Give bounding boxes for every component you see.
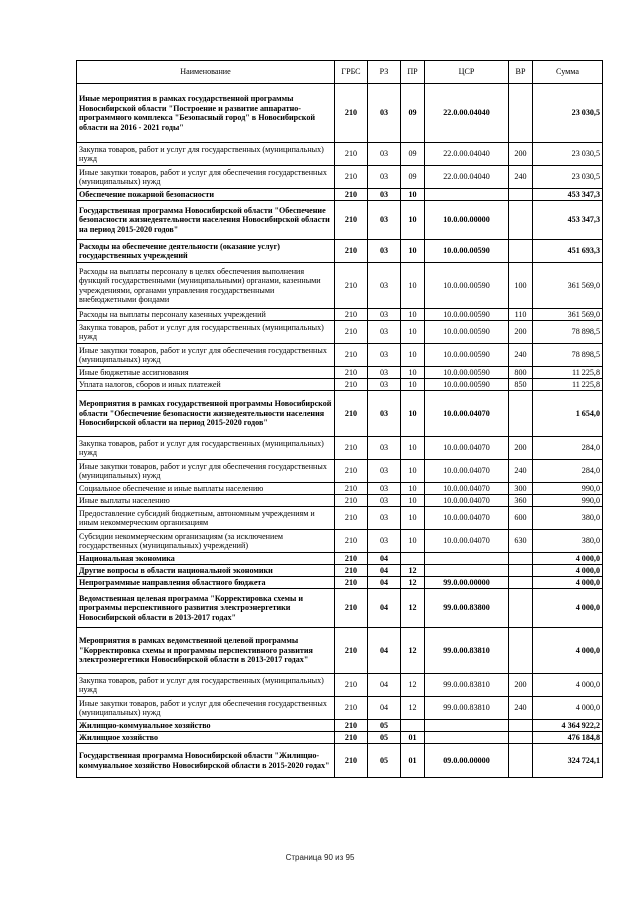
cell-vr: 240 <box>509 460 533 483</box>
table-row <box>77 507 603 530</box>
budget-table <box>76 60 603 778</box>
cell-sum: 284,0 <box>533 437 603 460</box>
cell-grbs: 210 <box>335 732 368 744</box>
cell-sum: 1 654,0 <box>533 391 603 437</box>
cell-rz: 03 <box>368 166 401 189</box>
cell-vr <box>509 732 533 744</box>
cell-vr: 240 <box>509 344 533 367</box>
cell-rz: 03 <box>368 201 401 240</box>
cell-csr: 10.0.00.00590 <box>425 321 509 344</box>
header-csr: ЦСР <box>425 61 509 84</box>
cell-name: Предоставление субсидий бюджетным, автономным учреждениям и иным некоммерческим организациям <box>77 507 335 530</box>
table-row <box>77 201 603 240</box>
header-sum: Сумма <box>533 61 603 84</box>
table-row <box>77 240 603 263</box>
cell-pr: 10 <box>401 530 425 553</box>
cell-grbs: 210 <box>335 143 368 166</box>
cell-rz: 03 <box>368 143 401 166</box>
cell-csr: 10.0.00.04070 <box>425 391 509 437</box>
cell-grbs: 210 <box>335 189 368 201</box>
cell-pr: 09 <box>401 143 425 166</box>
cell-sum: 361 569,0 <box>533 263 603 309</box>
cell-name: Иные закупки товаров, работ и услуг для обеспечения государственных (муниципальных) нужд <box>77 344 335 367</box>
cell-vr: 240 <box>509 166 533 189</box>
cell-vr: 240 <box>509 697 533 720</box>
cell-sum: 11 225,8 <box>533 367 603 379</box>
cell-name: Иные закупки товаров, работ и услуг для обеспечения государственных (муниципальных) нужд <box>77 166 335 189</box>
cell-csr: 10.0.00.00590 <box>425 367 509 379</box>
header-name: Наименование <box>77 61 335 84</box>
cell-vr: 800 <box>509 367 533 379</box>
cell-rz: 03 <box>368 379 401 391</box>
cell-sum: 4 000,0 <box>533 589 603 628</box>
cell-vr: 600 <box>509 507 533 530</box>
cell-grbs: 210 <box>335 263 368 309</box>
cell-name: Закупка товаров, работ и услуг для государственных (муниципальных) нужд <box>77 321 335 344</box>
cell-rz: 03 <box>368 309 401 321</box>
cell-csr: 10.0.00.04070 <box>425 507 509 530</box>
cell-vr <box>509 577 533 589</box>
cell-sum: 78 898,5 <box>533 321 603 344</box>
cell-vr: 300 <box>509 483 533 495</box>
cell-sum: 284,0 <box>533 460 603 483</box>
cell-rz: 03 <box>368 483 401 495</box>
cell-name: Иные закупки товаров, работ и услуг для обеспечения государственных (муниципальных) нужд <box>77 697 335 720</box>
cell-vr <box>509 391 533 437</box>
cell-pr: 10 <box>401 367 425 379</box>
cell-vr <box>509 201 533 240</box>
cell-name: Другие вопросы в области национальной экономики <box>77 565 335 577</box>
cell-grbs: 210 <box>335 240 368 263</box>
cell-pr: 10 <box>401 495 425 507</box>
table-row <box>77 628 603 674</box>
cell-sum: 23 030,5 <box>533 166 603 189</box>
cell-name: Обеспечение пожарной безопасности <box>77 189 335 201</box>
cell-sum: 380,0 <box>533 507 603 530</box>
table-row <box>77 530 603 553</box>
table-row <box>77 460 603 483</box>
cell-vr: 200 <box>509 437 533 460</box>
cell-rz: 04 <box>368 577 401 589</box>
cell-rz: 03 <box>368 189 401 201</box>
cell-rz: 05 <box>368 720 401 732</box>
cell-sum: 990,0 <box>533 483 603 495</box>
cell-sum: 990,0 <box>533 495 603 507</box>
table-row <box>77 84 603 143</box>
cell-vr <box>509 744 533 778</box>
cell-sum: 4 364 922,2 <box>533 720 603 732</box>
cell-name: Непрограммные направления областного бюджета <box>77 577 335 589</box>
cell-name: Мероприятия в рамках государственной программы Новосибирской области "Обеспечение безопасности жизнедеятельности населения Новосибирской области на период 2015-2020 годов" <box>77 391 335 437</box>
header-grbs: ГРБС <box>335 61 368 84</box>
table-row <box>77 437 603 460</box>
cell-rz: 04 <box>368 674 401 697</box>
cell-pr: 10 <box>401 437 425 460</box>
cell-name: Расходы на выплаты персоналу казенных учреждений <box>77 309 335 321</box>
cell-rz: 03 <box>368 367 401 379</box>
table-row <box>77 697 603 720</box>
cell-vr <box>509 240 533 263</box>
cell-sum: 4 000,0 <box>533 577 603 589</box>
header-pr: ПР <box>401 61 425 84</box>
cell-vr: 200 <box>509 674 533 697</box>
cell-name: Жилищно-коммунальное хозяйство <box>77 720 335 732</box>
cell-sum: 4 000,0 <box>533 674 603 697</box>
cell-name: Расходы на обеспечение деятельности (оказание услуг) государственных учреждений <box>77 240 335 263</box>
table-row <box>77 565 603 577</box>
cell-grbs: 210 <box>335 720 368 732</box>
cell-pr: 10 <box>401 201 425 240</box>
cell-grbs: 210 <box>335 321 368 344</box>
cell-grbs: 210 <box>335 379 368 391</box>
cell-vr <box>509 628 533 674</box>
header-rz: РЗ <box>368 61 401 84</box>
page-footer: Страница 90 из 95 <box>285 853 355 862</box>
cell-grbs: 210 <box>335 530 368 553</box>
cell-sum: 11 225,8 <box>533 379 603 391</box>
cell-rz: 03 <box>368 240 401 263</box>
cell-csr: 99.0.00.83810 <box>425 697 509 720</box>
cell-vr <box>509 553 533 565</box>
cell-grbs: 210 <box>335 391 368 437</box>
table-row <box>77 143 603 166</box>
cell-name: Иные закупки товаров, работ и услуг для обеспечения государственных (муниципальных) нужд <box>77 460 335 483</box>
cell-vr: 360 <box>509 495 533 507</box>
cell-csr: 10.0.00.04070 <box>425 483 509 495</box>
table-row <box>77 309 603 321</box>
cell-csr <box>425 553 509 565</box>
cell-grbs: 210 <box>335 553 368 565</box>
cell-csr: 22.0.00.04040 <box>425 84 509 143</box>
cell-vr <box>509 589 533 628</box>
table-row <box>77 744 603 778</box>
cell-csr: 10.0.00.00590 <box>425 379 509 391</box>
cell-pr: 10 <box>401 507 425 530</box>
cell-csr: 99.0.00.83800 <box>425 589 509 628</box>
cell-name: Жилищное хозяйство <box>77 732 335 744</box>
cell-pr: 10 <box>401 263 425 309</box>
cell-pr: 01 <box>401 744 425 778</box>
cell-rz: 03 <box>368 460 401 483</box>
cell-name: Национальная экономика <box>77 553 335 565</box>
table-row <box>77 674 603 697</box>
cell-vr: 630 <box>509 530 533 553</box>
cell-csr: 22.0.00.04040 <box>425 166 509 189</box>
cell-name: Иные бюджетные ассигнования <box>77 367 335 379</box>
cell-grbs: 210 <box>335 697 368 720</box>
cell-vr: 110 <box>509 309 533 321</box>
cell-grbs: 210 <box>335 577 368 589</box>
cell-grbs: 210 <box>335 628 368 674</box>
cell-pr: 10 <box>401 189 425 201</box>
cell-rz: 03 <box>368 344 401 367</box>
cell-sum: 23 030,5 <box>533 84 603 143</box>
table-row <box>77 577 603 589</box>
cell-rz: 05 <box>368 732 401 744</box>
table-row <box>77 344 603 367</box>
cell-name: Мероприятия в рамках ведомственной целевой программы "Корректировка схемы и программы перспективного развития электроэнергетики Новосибирской области в 2013-2017 годах" <box>77 628 335 674</box>
cell-grbs: 210 <box>335 744 368 778</box>
cell-rz: 03 <box>368 321 401 344</box>
cell-pr: 12 <box>401 697 425 720</box>
cell-grbs: 210 <box>335 367 368 379</box>
cell-rz: 03 <box>368 530 401 553</box>
cell-sum: 453 347,3 <box>533 201 603 240</box>
cell-vr: 200 <box>509 321 533 344</box>
cell-rz: 04 <box>368 565 401 577</box>
cell-name: Закупка товаров, работ и услуг для государственных (муниципальных) нужд <box>77 437 335 460</box>
table-row <box>77 553 603 565</box>
cell-vr: 200 <box>509 143 533 166</box>
cell-pr: 12 <box>401 628 425 674</box>
cell-sum: 4 000,0 <box>533 697 603 720</box>
cell-grbs: 210 <box>335 674 368 697</box>
table-row <box>77 720 603 732</box>
table-row <box>77 263 603 309</box>
cell-pr: 10 <box>401 240 425 263</box>
cell-pr: 01 <box>401 732 425 744</box>
table-row <box>77 732 603 744</box>
cell-sum: 4 000,0 <box>533 628 603 674</box>
table-row <box>77 166 603 189</box>
cell-csr <box>425 189 509 201</box>
cell-name: Субсидии некоммерческим организациям (за исключением государственных (муниципальных) учреждений) <box>77 530 335 553</box>
table-row <box>77 483 603 495</box>
cell-csr: 10.0.00.04070 <box>425 437 509 460</box>
cell-pr: 10 <box>401 391 425 437</box>
cell-pr: 12 <box>401 674 425 697</box>
cell-csr: 10.0.00.04070 <box>425 495 509 507</box>
cell-vr <box>509 720 533 732</box>
table-row <box>77 189 603 201</box>
cell-rz: 03 <box>368 507 401 530</box>
cell-name: Иные выплаты населению <box>77 495 335 507</box>
cell-name: Государственная программа Новосибирской области "Жилищно-коммунальное хозяйство Новосибирской области в 2015-2020 годах" <box>77 744 335 778</box>
cell-csr <box>425 565 509 577</box>
cell-rz: 04 <box>368 553 401 565</box>
table-row <box>77 589 603 628</box>
cell-name: Ведомственная целевая программа "Корректировка схемы и программы перспективного развития электроэнергетики Новосибирской области в 2013-2017 годах" <box>77 589 335 628</box>
cell-pr: 12 <box>401 589 425 628</box>
cell-grbs: 210 <box>335 483 368 495</box>
cell-csr: 10.0.00.00590 <box>425 309 509 321</box>
cell-grbs: 210 <box>335 84 368 143</box>
cell-name: Закупка товаров, работ и услуг для государственных (муниципальных) нужд <box>77 143 335 166</box>
cell-csr: 09.0.00.00000 <box>425 744 509 778</box>
cell-sum: 23 030,5 <box>533 143 603 166</box>
cell-csr <box>425 732 509 744</box>
cell-sum: 380,0 <box>533 530 603 553</box>
cell-rz: 03 <box>368 495 401 507</box>
cell-pr: 10 <box>401 309 425 321</box>
header-vr: ВР <box>509 61 533 84</box>
cell-pr: 12 <box>401 577 425 589</box>
table-row <box>77 391 603 437</box>
cell-pr: 12 <box>401 565 425 577</box>
table-header-row <box>77 61 603 84</box>
table-row <box>77 321 603 344</box>
cell-sum: 4 000,0 <box>533 553 603 565</box>
cell-pr: 10 <box>401 483 425 495</box>
cell-sum: 361 569,0 <box>533 309 603 321</box>
cell-csr: 10.0.00.04070 <box>425 460 509 483</box>
cell-rz: 03 <box>368 84 401 143</box>
cell-name: Государственная программа Новосибирской области "Обеспечение безопасности жизнедеятельности населения Новосибирской области на период 2015-2020 годов" <box>77 201 335 240</box>
cell-vr: 100 <box>509 263 533 309</box>
cell-grbs: 210 <box>335 344 368 367</box>
cell-grbs: 210 <box>335 589 368 628</box>
cell-rz: 04 <box>368 628 401 674</box>
cell-pr: 09 <box>401 166 425 189</box>
cell-pr: 10 <box>401 321 425 344</box>
cell-csr: 10.0.00.04070 <box>425 530 509 553</box>
table-row <box>77 367 603 379</box>
cell-grbs: 210 <box>335 201 368 240</box>
cell-csr: 10.0.00.00590 <box>425 240 509 263</box>
cell-pr: 10 <box>401 344 425 367</box>
cell-grbs: 210 <box>335 309 368 321</box>
cell-name: Расходы на выплаты персоналу в целях обеспечения выполнения функций государственными (муниципальными) органами, казенными учреждениями, органами управления государственными внебюджетными фондами <box>77 263 335 309</box>
cell-sum: 476 184,8 <box>533 732 603 744</box>
cell-name: Уплата налогов, сборов и иных платежей <box>77 379 335 391</box>
cell-grbs: 210 <box>335 495 368 507</box>
cell-rz: 04 <box>368 697 401 720</box>
cell-rz: 03 <box>368 263 401 309</box>
cell-csr <box>425 720 509 732</box>
cell-rz: 04 <box>368 589 401 628</box>
table-row <box>77 379 603 391</box>
cell-rz: 03 <box>368 437 401 460</box>
cell-vr <box>509 189 533 201</box>
cell-csr: 10.0.00.00590 <box>425 344 509 367</box>
cell-csr: 22.0.00.04040 <box>425 143 509 166</box>
cell-vr <box>509 565 533 577</box>
cell-name: Иные мероприятия в рамках государственной программы Новосибирской области "Построение и развитие аппаратно-программного комплекса "Безопасный город" в Новосибирской области на 2016 - 2021 годы" <box>77 84 335 143</box>
table-row <box>77 495 603 507</box>
cell-grbs: 210 <box>335 166 368 189</box>
cell-csr: 10.0.00.00000 <box>425 201 509 240</box>
cell-csr: 99.0.00.83810 <box>425 628 509 674</box>
cell-csr: 10.0.00.00590 <box>425 263 509 309</box>
cell-rz: 03 <box>368 391 401 437</box>
cell-csr: 99.0.00.83810 <box>425 674 509 697</box>
cell-name: Социальное обеспечение и иные выплаты населению <box>77 483 335 495</box>
cell-pr <box>401 553 425 565</box>
cell-sum: 324 724,1 <box>533 744 603 778</box>
cell-grbs: 210 <box>335 437 368 460</box>
cell-name: Закупка товаров, работ и услуг для государственных (муниципальных) нужд <box>77 674 335 697</box>
cell-sum: 453 347,3 <box>533 189 603 201</box>
cell-sum: 4 000,0 <box>533 565 603 577</box>
cell-rz: 05 <box>368 744 401 778</box>
cell-pr: 09 <box>401 84 425 143</box>
cell-sum: 451 693,3 <box>533 240 603 263</box>
cell-pr <box>401 720 425 732</box>
cell-sum: 78 898,5 <box>533 344 603 367</box>
cell-pr: 10 <box>401 460 425 483</box>
cell-vr: 850 <box>509 379 533 391</box>
cell-grbs: 210 <box>335 565 368 577</box>
cell-grbs: 210 <box>335 507 368 530</box>
cell-pr: 10 <box>401 379 425 391</box>
cell-vr <box>509 84 533 143</box>
cell-csr: 99.0.00.00000 <box>425 577 509 589</box>
cell-grbs: 210 <box>335 460 368 483</box>
